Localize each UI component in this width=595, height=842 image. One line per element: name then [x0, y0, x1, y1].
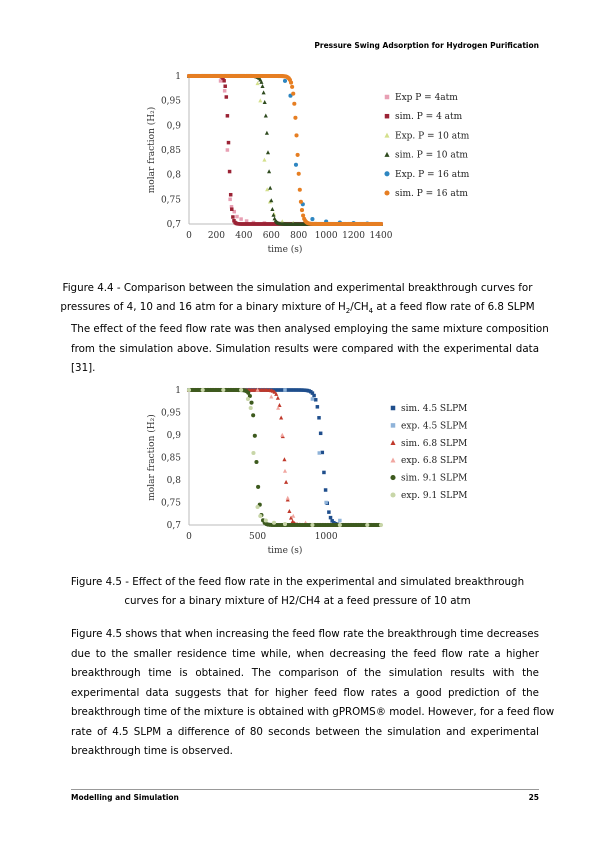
y-tick-label: 0,9 [166, 121, 181, 132]
sim-point [279, 415, 283, 419]
x-tick-label: 200 [207, 231, 226, 241]
exp-point [291, 514, 295, 518]
exp-point [256, 505, 260, 509]
page-number: 25 [528, 793, 539, 802]
legend-label: sim. 4.5 SLPM [401, 404, 468, 414]
exp-point [283, 469, 287, 473]
caption-text: at a feed flow rate of 6.8 SLPM [373, 301, 535, 313]
exp-point [338, 523, 342, 527]
y-tick-label: 0,85 [160, 453, 181, 464]
exp-point [310, 523, 314, 527]
text-line: Figure 4.5 shows that when increasing the feed flow rate the breakthrough time decreases [71, 628, 539, 640]
exp-point [324, 501, 328, 505]
x-tick-label: 1400 [369, 231, 393, 241]
legend-marker [391, 423, 396, 428]
exp-point [365, 523, 369, 527]
text-line: breakthrough time is observed. [71, 745, 233, 757]
exp-point [201, 388, 205, 392]
y-tick-label: 1 [175, 386, 181, 396]
legend-label: sim. P = 10 atm [395, 150, 468, 161]
sim-point [253, 434, 257, 438]
caption-line: curves for a binary mixture of H2/CH4 at a feed pressure of 10 atm [124, 595, 471, 607]
exp-point [239, 388, 243, 392]
footer-rule [71, 789, 539, 790]
legend-marker [390, 492, 395, 497]
y-tick-label: 0,8 [166, 476, 181, 486]
legend-label: sim. 6.8 SLPM [401, 438, 468, 449]
x-tick-label: 500 [248, 532, 267, 542]
exp-point [258, 514, 262, 518]
y-tick-label: 0,7 [166, 521, 181, 531]
legend-label: sim. P = 16 atm [395, 189, 468, 199]
y-tick-label: 0,75 [160, 498, 181, 509]
x-tick-label: 600 [262, 231, 280, 241]
legend-label: exp. 6.8 SLPM [401, 456, 468, 467]
legend-label: sim. P = 4 atm [395, 112, 463, 123]
exp-point [280, 433, 284, 437]
legend-label: exp. 9.1 SLPM [401, 491, 468, 501]
sim-point [329, 516, 333, 520]
legend-marker [390, 475, 395, 480]
exp-point [269, 395, 273, 399]
caption-line: Figure 4.4 - Comparison between the simulation and experimental breakthrough curves for [62, 282, 533, 294]
y-tick-label: 0,8 [166, 170, 181, 181]
exp-point [379, 523, 383, 527]
legend-marker [391, 406, 396, 411]
subscript: 4 [368, 307, 374, 316]
sim-point [276, 396, 280, 400]
sim-point [256, 485, 260, 489]
y-tick-label: 0,95 [160, 96, 181, 107]
text-line: from the simulation above. Simulation results were compared with the experimental data [71, 342, 539, 355]
x-tick-label: 1000 [314, 532, 338, 542]
legend-label: Exp. P = 10 atm [395, 131, 470, 142]
exp-point [187, 388, 191, 392]
exp-point [221, 388, 225, 392]
subscript: 2 [345, 307, 351, 316]
caption-line: Figure 4.5 - Effect of the feed flow rate in the experimental and simulated breakthrough [70, 576, 525, 588]
text-line: [31]. [71, 362, 96, 374]
sim-point [324, 488, 328, 492]
caption-text: pressures of 4, 10 and 16 atm for a binary mixture of H [60, 301, 346, 313]
exp-point [318, 451, 322, 455]
x-axis-title: time (s) [267, 546, 303, 556]
exp-point [283, 388, 287, 392]
x-tick-label: 400 [235, 231, 253, 241]
y-tick-label: 0,7 [166, 220, 181, 230]
y-tick-label: 0,9 [166, 431, 181, 441]
y-tick-label: 1 [175, 72, 181, 82]
exp-point [249, 406, 253, 410]
text-line: experimental data suggests that for higher feed flow rates a good prediction of the [71, 686, 539, 699]
sim-point [316, 405, 320, 409]
sim-point [254, 460, 258, 464]
sim-point [321, 451, 325, 455]
sim-point [251, 413, 255, 417]
legend-label: Exp P = 4atm [395, 93, 458, 103]
exp-point [283, 522, 287, 526]
exp-point [246, 397, 250, 401]
sim-point [319, 432, 323, 436]
exp-point [311, 397, 315, 401]
sim-point [282, 457, 286, 461]
exp-point [251, 451, 255, 455]
exp-point [338, 519, 342, 523]
footer-section: Modelling and Simulation [71, 793, 179, 802]
sim-point [322, 471, 326, 475]
running-header: Pressure Swing Adsorption for Hydrogen Purification [314, 41, 539, 50]
text-line: due to the smaller residence time while, when decreasing the feed flow rate a higher [71, 647, 539, 660]
x-tick-label: 800 [290, 231, 308, 241]
sim-point [314, 398, 318, 402]
x-tick-label: 0 [186, 231, 192, 241]
y-tick-label: 0,85 [160, 146, 181, 156]
text-line: breakthrough time of the mixture is obtained with gPROMS® model. However, for a feed flow [71, 706, 555, 718]
exp-point [286, 496, 290, 500]
legend-label: Exp. P = 16 atm [395, 169, 470, 180]
legend-label: exp. 4.5 SLPM [401, 421, 468, 432]
sim-point [317, 416, 321, 420]
figure-4-5-caption [60, 573, 535, 611]
sim-point [327, 510, 331, 514]
x-tick-label: 0 [186, 532, 192, 542]
legend-marker [390, 457, 395, 462]
y-tick-label: 0,95 [160, 408, 181, 419]
x-tick-label: 1200 [342, 231, 366, 241]
legend-marker [390, 440, 395, 445]
x-axis-title: time (s) [267, 245, 303, 255]
x-tick-label: 1000 [314, 231, 338, 241]
legend-label: sim. 9.1 SLPM [401, 473, 468, 484]
text-line: The effect of the feed flow rate was then analysed employing the same mixture composition [71, 323, 549, 335]
caption-text: /CH [350, 301, 369, 313]
exp-point [264, 518, 268, 522]
exp-point [272, 521, 276, 525]
y-axis-title: molar fraction (H₂) [147, 414, 157, 501]
y-axis-title: molar fraction (H₂) [147, 106, 157, 194]
sim-point [312, 394, 316, 398]
sim-point [287, 509, 291, 513]
sim-point [249, 401, 253, 405]
paragraph-2 [71, 625, 555, 762]
y-tick-label: 0,75 [160, 195, 181, 206]
sim-point [284, 480, 288, 484]
text-line: rate of 4.5 SLPM a difference of 80 seconds between the simulation and experimental [71, 725, 539, 738]
text-line: breakthrough time is obtained. The comparison of the simulation results with the [71, 667, 539, 679]
